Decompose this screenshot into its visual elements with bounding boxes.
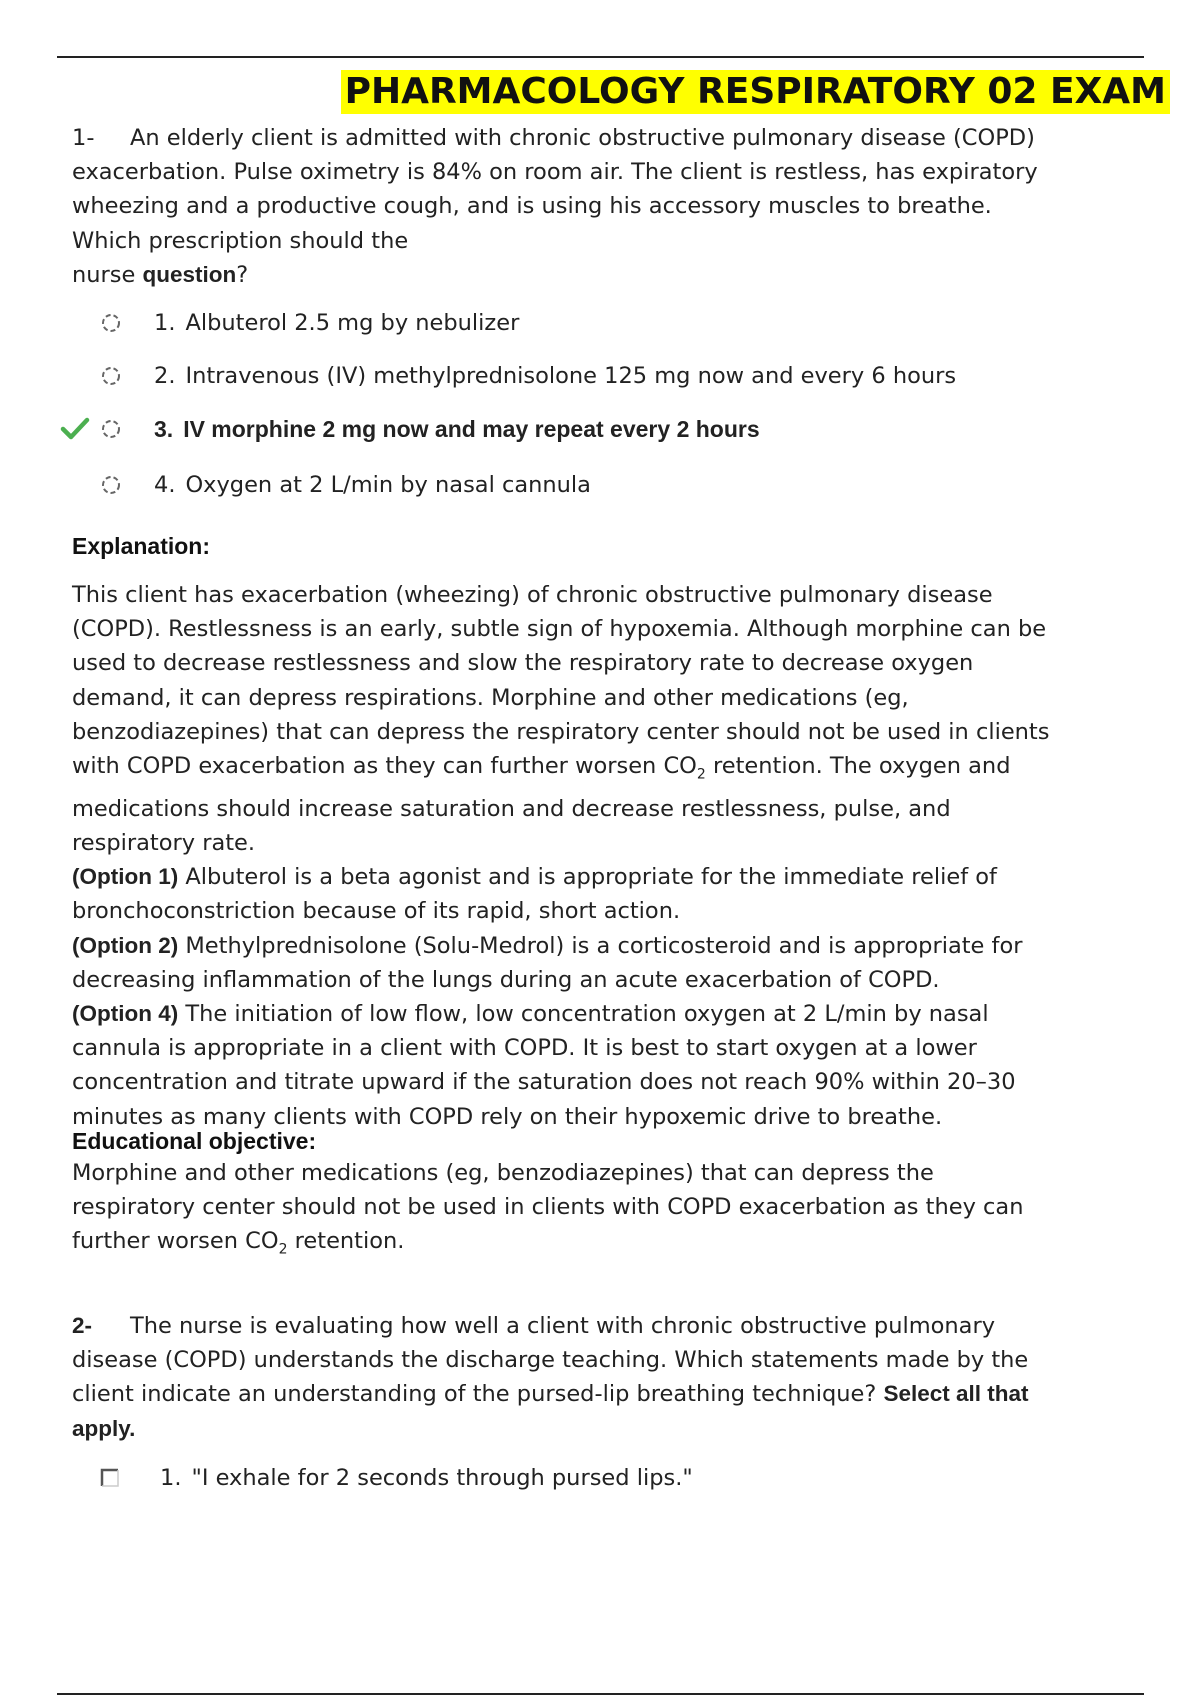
explanation-line: minutes as many clients with COPD rely on their hypoxemic drive to breathe. — [72, 1103, 943, 1130]
q1-stem-punct: ? — [236, 261, 249, 288]
q2-option-1[interactable] — [60, 1458, 693, 1498]
q2-stem-line: disease (COPD) understands the discharge teaching. Which statements made by the — [72, 1347, 1029, 1374]
option-4-label: (Option 4) — [72, 1000, 179, 1026]
option-number: 1. — [154, 310, 176, 336]
explanation-line: concentration and titrate upward if the saturation does not reach 90% within 20–30 — [72, 1069, 1016, 1096]
option-number: 1. — [160, 1465, 182, 1491]
option-1-label: (Option 1) — [72, 864, 179, 890]
explanation-line: This client has exacerbation (wheezing) of chronic obstructive pulmonary disease — [72, 582, 993, 608]
co2-subscript: 2 — [696, 766, 706, 783]
option-number: 2. — [154, 363, 176, 389]
option-text: "I exhale for 2 seconds through pursed lips." — [191, 1465, 693, 1491]
explanation-line: benzodiazepines) that can depress the respiratory center should not be used in clients — [72, 718, 1050, 745]
option-number: 4. — [154, 472, 176, 498]
radio-icon[interactable] — [98, 472, 124, 498]
explanation-line: used to decrease restlessness and slow the respiratory rate to decrease oxygen — [72, 650, 974, 677]
explanation-line: bronchoconstriction because of its rapid, short action. — [72, 898, 681, 925]
explanation-line: retention. The oxygen and — [705, 753, 1011, 780]
q1-stem-line: Which prescription should the — [72, 227, 409, 254]
question-2-stem — [72, 1309, 1132, 1446]
q1-option-1[interactable] — [60, 303, 519, 343]
explanation-line: demand, it can depress respirations. Morphine and other medications (eg, — [72, 684, 909, 711]
objective-line: further worsen CO — [72, 1228, 279, 1255]
q1-stem-line: nurse — [72, 261, 143, 288]
q1-option-3-correct[interactable] — [60, 409, 760, 449]
explanation-line: Albuterol is a beta agonist and is appropriate for the immediate relief of — [178, 864, 997, 891]
explanation-line: medications should increase saturation and decrease restlessness, pulse, and — [72, 795, 951, 822]
title-container — [341, 70, 1170, 114]
question-1-number: 1- — [72, 125, 95, 151]
top-rule — [57, 56, 1144, 58]
option-number: 3. — [154, 415, 174, 442]
question-1-stem — [72, 121, 1132, 292]
explanation-line: Methylprednisolone (Solu-Medrol) is a corticosteroid and is appropriate for — [178, 932, 1023, 959]
explanation-body — [72, 578, 1132, 1134]
q1-stem-line: exacerbation. Pulse oximetry is 84% on room air. The client is restless, has expiratory — [72, 159, 1038, 186]
q1-stem-line: An elderly client is admitted with chronic obstructive pulmonary disease (COPD) — [130, 125, 1035, 151]
option-text: Intravenous (IV) methylprednisolone 125 mg now and every 6 hours — [185, 363, 957, 389]
explanation-heading: Explanation: — [72, 533, 211, 559]
objective-line: retention. — [287, 1228, 405, 1255]
checkmark-icon — [60, 416, 90, 442]
objective-line: Morphine and other medications (eg, benzodiazepines) that can depress the — [72, 1160, 934, 1186]
q1-stem-line: wheezing and a productive cough, and is using his accessory muscles to breathe. — [72, 193, 992, 220]
select-all-instruction: apply. — [72, 1415, 136, 1441]
option-2-label: (Option 2) — [72, 932, 179, 958]
option-text: IV morphine 2 mg now and may repeat every 2 hours — [183, 415, 760, 442]
co2-subscript: 2 — [278, 1241, 288, 1258]
q1-option-4[interactable] — [60, 465, 591, 505]
explanation-line: decreasing inflammation of the lungs during an acute exacerbation of COPD. — [72, 966, 940, 993]
explanation-line: (COPD). Restlessness is an early, subtle sign of hypoxemia. Although morphine can be — [72, 616, 1047, 643]
explanation-line: cannula is appropriate in a client with COPD. It is best to start oxygen at a lower — [72, 1035, 977, 1062]
option-text: Albuterol 2.5 mg by nebulizer — [185, 310, 520, 336]
q1-option-2[interactable] — [60, 356, 956, 396]
q2-stem-line: client indicate an understanding of the pursed-lip breathing technique? — [72, 1381, 884, 1408]
objective-line: respiratory center should not be used in clients with COPD exacerbation as they can — [72, 1194, 1024, 1221]
bottom-rule — [57, 1693, 1144, 1695]
radio-icon[interactable] — [98, 416, 124, 442]
educational-objective-heading: Educational objective: — [72, 1128, 317, 1154]
question-2-number: 2- — [72, 1313, 93, 1338]
checkbox-icon[interactable] — [98, 1466, 122, 1490]
explanation-line: respiratory rate. — [72, 829, 256, 856]
educational-objective-body — [72, 1156, 1132, 1267]
q1-stem-emphasis: question — [142, 261, 237, 287]
exam-title: PHARMACOLOGY RESPIRATORY 02 EXAM — [341, 70, 1170, 114]
option-text: Oxygen at 2 L/min by nasal cannula — [185, 472, 591, 498]
explanation-line: with COPD exacerbation as they can further worsen CO — [72, 753, 697, 780]
radio-icon[interactable] — [98, 363, 124, 389]
explanation-line: The initiation of low flow, low concentration oxygen at 2 L/min by nasal — [178, 1000, 989, 1027]
select-all-instruction: Select all that — [883, 1381, 1029, 1407]
radio-icon[interactable] — [98, 310, 124, 336]
q2-stem-line: The nurse is evaluating how well a client with chronic obstructive pulmonary — [130, 1313, 996, 1339]
